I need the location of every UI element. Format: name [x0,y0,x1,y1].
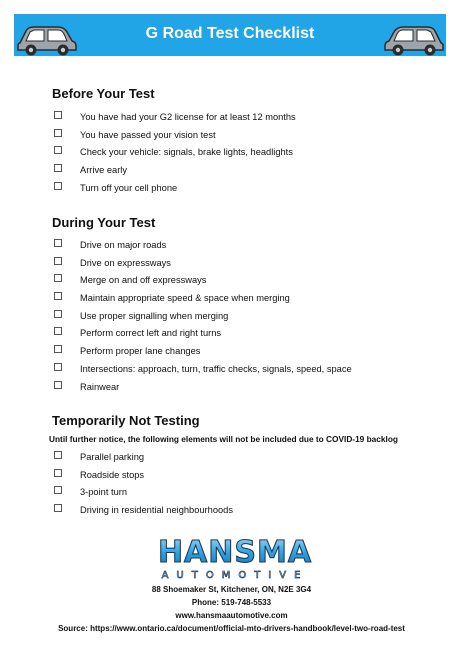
checkbox[interactable] [54,257,62,265]
checkbox[interactable] [54,363,62,371]
footer-source[interactable]: Source: https://www.ontario.ca/document/official-mto-drivers-handbook/level-two-road-test [58,624,405,633]
checkbox[interactable] [54,239,62,247]
checkbox[interactable] [54,274,62,282]
covid-note: Until further notice, the following elements will not be included due to COVID-19 backlog [49,434,398,444]
page-title: G Road Test Checklist [145,25,315,42]
car-icon [16,23,78,57]
list-item[interactable]: Roadside stops [54,468,454,486]
car-icon [383,23,445,57]
checkbox[interactable] [54,469,62,477]
checklist-not-testing [54,450,454,521]
list-item[interactable]: Turn off your cell phone [54,181,454,199]
list-item[interactable]: Check your vehicle: signals, brake lights, headlights [54,145,454,163]
list-item[interactable]: Rainwear [54,380,454,398]
list-item[interactable]: Perform correct left and right turns [54,326,454,344]
checkbox[interactable] [54,111,62,119]
footer-phone: Phone: 519-748-5533 [191,598,272,607]
list-item[interactable]: Intersections: approach, turn, traffic checks, signals, speed, space [54,362,454,380]
checkbox[interactable] [54,451,62,459]
checkbox[interactable] [54,182,62,190]
section-title-during: During Your Test [52,215,156,230]
checkbox[interactable] [54,327,62,335]
checkbox[interactable] [54,146,62,154]
section-title-before: Before Your Test [52,86,155,101]
logo-subtitle: AUTOMOTIVE [161,570,309,581]
list-item[interactable]: You have passed your vision test [54,128,454,146]
checkbox[interactable] [54,310,62,318]
list-item[interactable]: Use proper signalling when merging [54,309,454,327]
section-title-not-testing: Temporarily Not Testing [52,413,200,428]
checkbox[interactable] [54,504,62,512]
list-item[interactable]: Drive on expressways [54,256,454,274]
list-item[interactable]: Maintain appropriate speed & space when merging [54,291,454,309]
list-item[interactable]: You have had your G2 license for at least 12 months [54,110,454,128]
list-item[interactable]: Driving in residential neighbourhoods [54,503,454,521]
footer-address: 88 Shoemaker St, Kitchener, ON, N2E 3G4 [151,585,312,594]
checkbox[interactable] [54,164,62,172]
checklist-before [54,110,454,198]
footer-website[interactable]: www.hansmaautomotive.com [175,611,288,620]
list-item[interactable]: Drive on major roads [54,238,454,256]
checkbox[interactable] [54,292,62,300]
checkbox[interactable] [54,486,62,494]
checklist-during [54,238,454,397]
checkbox[interactable] [54,381,62,389]
header-banner [14,14,446,56]
list-item[interactable]: Parallel parking [54,450,454,468]
logo-wordmark: HANSMA [157,535,313,570]
list-item[interactable]: Arrive early [54,163,454,181]
checkbox[interactable] [54,345,62,353]
checkbox[interactable] [54,129,62,137]
hansma-logo [145,533,325,583]
list-item[interactable]: 3-point turn [54,485,454,503]
list-item[interactable]: Perform proper lane changes [54,344,454,362]
list-item[interactable]: Merge on and off expressways [54,273,454,291]
